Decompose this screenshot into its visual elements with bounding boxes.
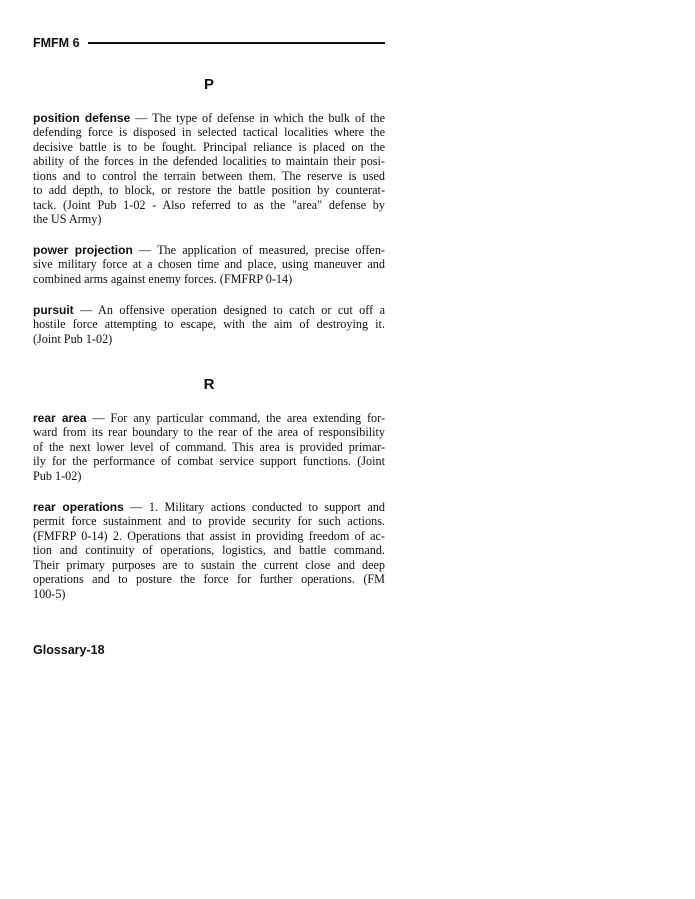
entry-line <box>33 111 385 125</box>
page-header <box>33 35 385 51</box>
entry-line-text: — For any particular command, the area extending for- <box>92 411 386 425</box>
entry-line: of the next lower level of command. This area is provided primar- <box>33 439 385 454</box>
entry-line-text: — 1. Military actions conducted to support and <box>130 500 385 514</box>
entry-line: operations and to posture the force for further operations. (FM <box>33 572 385 587</box>
entry-line: to add depth, to block, or restore the battle position by counterat- <box>33 183 385 198</box>
glossary-entry-rear-area <box>33 411 385 483</box>
entry-term: pursuit <box>33 303 74 317</box>
entry-line: hostile force attempting to escape, with the aim of destroying it. <box>33 317 385 332</box>
entry-line: ability of the forces in the defended localities to maintain their posi- <box>33 154 385 169</box>
entry-line <box>33 303 385 317</box>
entry-line: combined arms against enemy forces. (FMFRP 0-14) <box>33 271 293 286</box>
entry-line <box>33 500 385 514</box>
entry-line <box>33 411 385 425</box>
entry-line: tions and to control the terrain between them. The reserve is used <box>33 168 385 183</box>
entry-term: rear area <box>33 411 87 425</box>
entry-line: ily for the performance of combat service support functions. (Joint <box>33 454 385 469</box>
glossary-entry-power-projection <box>33 243 385 286</box>
entry-line-text: — The application of measured, precise offen- <box>138 243 385 257</box>
entry-line: defending force is disposed in selected tactical localities where the <box>33 125 385 140</box>
entry-line: tack. (Joint Pub 1-02 - Also referred to as the "area" defense by <box>33 197 385 212</box>
entry-line: sive military force at a chosen time and place, using maneuver and <box>33 257 385 272</box>
entry-term: rear operations <box>33 500 124 514</box>
entry-line-text: — An offensive operation designed to catch or cut off a <box>80 303 385 317</box>
entry-line: (FMFRP 0-14) 2. Operations that assist in providing freedom of ac- <box>33 528 385 543</box>
entry-line <box>33 243 385 257</box>
entry-line: decisive battle is to be fought. Principal reliance is placed on the <box>33 139 385 154</box>
entry-line: Pub 1-02) <box>33 468 82 483</box>
page-number-footer: Glossary-18 <box>33 643 105 657</box>
header-rule <box>88 42 385 44</box>
glossary-entry-pursuit <box>33 303 385 346</box>
entry-line: the US Army) <box>33 212 102 227</box>
entry-line: 100-5) <box>33 586 66 601</box>
section-letter-r: R <box>203 376 215 393</box>
entry-line: ward from its rear boundary to the rear of the area of responsibility <box>33 425 385 440</box>
entry-line: (Joint Pub 1-02) <box>33 331 113 346</box>
entry-line: tion and continuity of operations, logistics, and battle command. <box>33 543 385 558</box>
entry-term: position defense <box>33 111 131 125</box>
entry-line-text: — The type of defense in which the bulk of the <box>135 111 385 125</box>
glossary-entry-position-defense <box>33 111 385 227</box>
entry-line: Their primary purposes are to sustain the current close and deep <box>33 557 385 572</box>
section-letter-p: P <box>203 76 214 93</box>
glossary-entry-rear-operations <box>33 500 385 601</box>
entry-term: power projection <box>33 243 133 257</box>
page-header-title: FMFM 6 <box>33 36 80 50</box>
entry-line: permit force sustainment and to provide security for such actions. <box>33 514 385 529</box>
